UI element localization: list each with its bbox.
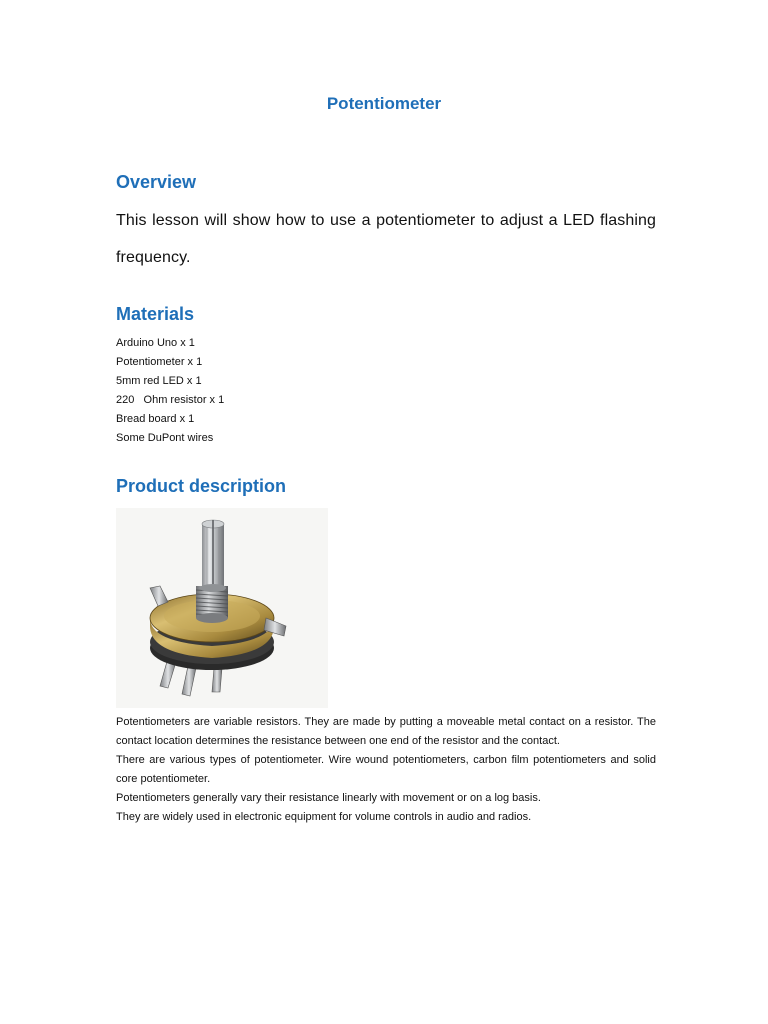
materials-heading: Materials bbox=[116, 304, 195, 324]
materials-item: Bread board x 1 bbox=[116, 413, 195, 425]
potentiometer-image bbox=[116, 508, 328, 708]
overview-text: This lesson will show how to use a potentiometer to adjust a LED flashing frequency. bbox=[116, 212, 656, 266]
materials-list bbox=[116, 334, 224, 448]
product-description-text bbox=[116, 713, 656, 827]
description-paragraph: They are widely used in electronic equipment for volume controls in audio and radios. bbox=[116, 811, 532, 823]
overview-heading: Overview bbox=[116, 172, 197, 192]
page-title: Potentiometer bbox=[326, 94, 442, 113]
product-description-heading: Product description bbox=[116, 476, 287, 496]
materials-item: Arduino Uno x 1 bbox=[116, 337, 195, 349]
materials-item: Some DuPont wires bbox=[116, 432, 214, 444]
materials-item: Potentiometer x 1 bbox=[116, 356, 203, 368]
description-paragraph: There are various types of potentiometer. Wire wound potentiometers, carbon film potentiometers and solid core potentiometer. bbox=[116, 754, 656, 785]
description-paragraph: Potentiometers generally vary their resistance linearly with movement or on a log basis. bbox=[116, 792, 541, 804]
description-paragraph: Potentiometers are variable resistors. They are made by putting a moveable metal contact on a resistor. The contact location determines the resistance between one end of the resistor and the contact. bbox=[116, 716, 656, 747]
materials-item: 5mm red LED x 1 bbox=[116, 375, 202, 387]
materials-item: 220 Ohm resistor x 1 bbox=[116, 394, 225, 406]
potentiometer-illustration bbox=[116, 508, 328, 708]
